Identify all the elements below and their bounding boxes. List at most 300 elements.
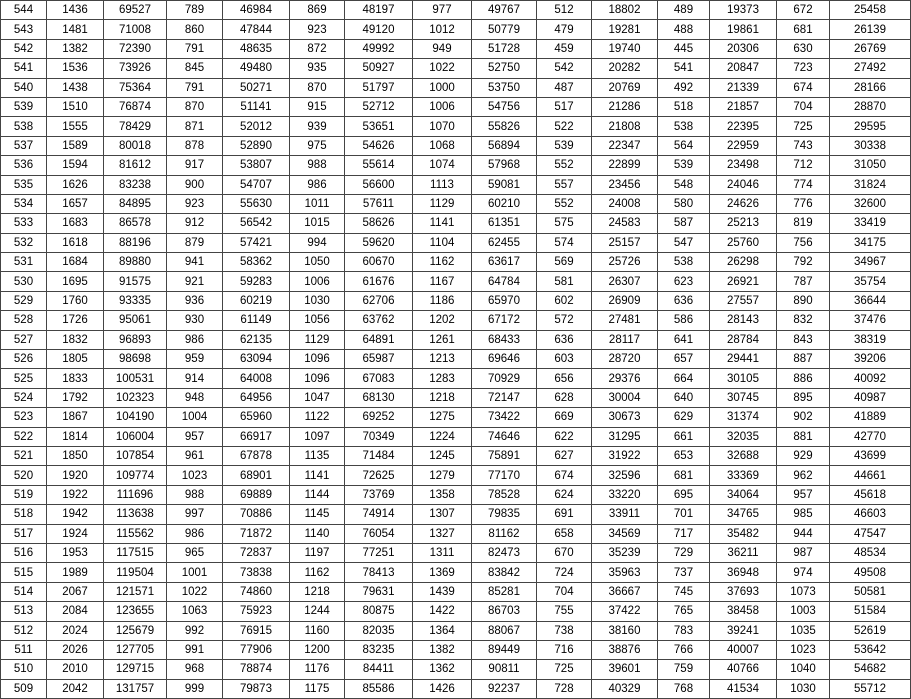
- table-cell: 50779: [472, 20, 537, 39]
- table-cell: 630: [777, 39, 830, 58]
- table-cell: 1162: [290, 563, 345, 582]
- table-cell: 1140: [290, 524, 345, 543]
- table-cell: 2010: [47, 660, 104, 679]
- score-cell: 519: [1, 485, 47, 504]
- table-cell: 921: [167, 272, 223, 291]
- table-cell: 46603: [830, 505, 911, 524]
- score-cell: 540: [1, 78, 47, 97]
- table-cell: 1920: [47, 466, 104, 485]
- table-cell: 65960: [223, 408, 290, 427]
- table-cell: 59283: [223, 272, 290, 291]
- table-cell: 71008: [104, 20, 167, 39]
- table-cell: 1160: [290, 621, 345, 640]
- table-cell: 28870: [830, 97, 911, 116]
- table-row: [1, 563, 911, 582]
- table-cell: 986: [167, 524, 223, 543]
- table-cell: 72837: [223, 543, 290, 562]
- table-cell: 66917: [223, 427, 290, 446]
- table-cell: 107854: [104, 446, 167, 465]
- table-cell: 997: [167, 505, 223, 524]
- table-row: [1, 446, 911, 465]
- table-cell: 27481: [592, 311, 658, 330]
- table-cell: 1311: [413, 543, 472, 562]
- table-cell: 34064: [710, 485, 777, 504]
- score-cell: 523: [1, 408, 47, 427]
- table-cell: 20282: [592, 59, 658, 78]
- table-cell: 774: [777, 175, 830, 194]
- table-cell: 74914: [345, 505, 413, 524]
- table-cell: 64008: [223, 369, 290, 388]
- table-cell: 704: [537, 582, 592, 601]
- table-cell: 55614: [345, 156, 413, 175]
- table-cell: 38319: [830, 330, 911, 349]
- table-cell: 36644: [830, 291, 911, 310]
- table-cell: 1135: [290, 446, 345, 465]
- score-cell: 529: [1, 291, 47, 310]
- table-cell: 51141: [223, 97, 290, 116]
- table-cell: 1218: [413, 388, 472, 407]
- table-cell: 49120: [345, 20, 413, 39]
- table-cell: 28784: [710, 330, 777, 349]
- table-cell: 1197: [290, 543, 345, 562]
- table-cell: 445: [658, 39, 710, 58]
- table-cell: 53642: [830, 640, 911, 659]
- table-cell: 36211: [710, 543, 777, 562]
- table-cell: 121571: [104, 582, 167, 601]
- table-cell: 819: [777, 214, 830, 233]
- table-cell: 999: [167, 679, 223, 698]
- table-cell: 21808: [592, 117, 658, 136]
- table-cell: 27557: [710, 291, 777, 310]
- table-cell: 988: [290, 156, 345, 175]
- table-cell: 791: [167, 39, 223, 58]
- table-cell: 944: [777, 524, 830, 543]
- table-cell: 127705: [104, 640, 167, 659]
- table-row: [1, 194, 911, 213]
- table-cell: 55630: [223, 194, 290, 213]
- table-cell: 1104: [413, 233, 472, 252]
- table-cell: 31922: [592, 446, 658, 465]
- table-cell: 1035: [777, 621, 830, 640]
- score-cell: 528: [1, 311, 47, 330]
- table-cell: 35482: [710, 524, 777, 543]
- table-cell: 52750: [472, 59, 537, 78]
- table-cell: 1129: [290, 330, 345, 349]
- table-cell: 31295: [592, 427, 658, 446]
- table-cell: 81162: [472, 524, 537, 543]
- table-cell: 1006: [290, 272, 345, 291]
- table-cell: 1760: [47, 291, 104, 310]
- table-cell: 695: [658, 485, 710, 504]
- table-cell: 67083: [345, 369, 413, 388]
- table-cell: 1245: [413, 446, 472, 465]
- table-cell: 35963: [592, 563, 658, 582]
- score-cell: 538: [1, 117, 47, 136]
- score-cell: 509: [1, 679, 47, 698]
- table-cell: 22959: [710, 136, 777, 155]
- table-cell: 40007: [710, 640, 777, 659]
- table-cell: 988: [167, 485, 223, 504]
- table-cell: 34765: [710, 505, 777, 524]
- table-cell: 994: [290, 233, 345, 252]
- table-cell: 843: [777, 330, 830, 349]
- table-cell: 26298: [710, 253, 777, 272]
- score-cell: 530: [1, 272, 47, 291]
- table-cell: 2084: [47, 602, 104, 621]
- table-cell: 1362: [413, 660, 472, 679]
- table-cell: 957: [167, 427, 223, 446]
- table-cell: 517: [537, 97, 592, 116]
- table-cell: 51797: [345, 78, 413, 97]
- table-cell: 1141: [290, 466, 345, 485]
- table-cell: 33419: [830, 214, 911, 233]
- table-cell: 912: [167, 214, 223, 233]
- table-cell: 1113: [413, 175, 472, 194]
- table-cell: 125679: [104, 621, 167, 640]
- table-cell: 1175: [290, 679, 345, 698]
- table-cell: 59620: [345, 233, 413, 252]
- table-cell: 28143: [710, 311, 777, 330]
- table-cell: 658: [537, 524, 592, 543]
- table-cell: 575: [537, 214, 592, 233]
- table-cell: 22347: [592, 136, 658, 155]
- table-cell: 106004: [104, 427, 167, 446]
- table-row: [1, 214, 911, 233]
- table-cell: 1074: [413, 156, 472, 175]
- score-cell: 513: [1, 602, 47, 621]
- table-cell: 1122: [290, 408, 345, 427]
- table-cell: 68433: [472, 330, 537, 349]
- table-cell: 38876: [592, 640, 658, 659]
- table-cell: 70886: [223, 505, 290, 524]
- table-cell: 965: [167, 543, 223, 562]
- table-row: [1, 59, 911, 78]
- table-cell: 85281: [472, 582, 537, 601]
- score-cell: 518: [1, 505, 47, 524]
- table-row: [1, 582, 911, 601]
- table-cell: 1922: [47, 485, 104, 504]
- table-cell: 1275: [413, 408, 472, 427]
- table-cell: 1261: [413, 330, 472, 349]
- table-row: [1, 369, 911, 388]
- table-cell: 1695: [47, 272, 104, 291]
- table-cell: 32600: [830, 194, 911, 213]
- table-cell: 42770: [830, 427, 911, 446]
- table-cell: 1382: [47, 39, 104, 58]
- table-cell: 587: [658, 214, 710, 233]
- table-cell: 53651: [345, 117, 413, 136]
- table-cell: 1224: [413, 427, 472, 446]
- table-cell: 1050: [290, 253, 345, 272]
- score-cell: 510: [1, 660, 47, 679]
- table-cell: 1438: [47, 78, 104, 97]
- table-cell: 1022: [413, 59, 472, 78]
- table-cell: 539: [658, 156, 710, 175]
- table-cell: 82035: [345, 621, 413, 640]
- table-cell: 755: [537, 602, 592, 621]
- table-cell: 26909: [592, 291, 658, 310]
- table-cell: 25458: [830, 1, 911, 20]
- table-cell: 987: [777, 543, 830, 562]
- table-cell: 20306: [710, 39, 777, 58]
- table-cell: 65970: [472, 291, 537, 310]
- table-cell: 56894: [472, 136, 537, 155]
- table-cell: 871: [167, 117, 223, 136]
- table-cell: 30004: [592, 388, 658, 407]
- table-cell: 992: [167, 621, 223, 640]
- table-cell: 1283: [413, 369, 472, 388]
- table-cell: 1279: [413, 466, 472, 485]
- table-cell: 704: [777, 97, 830, 116]
- table-cell: 664: [658, 369, 710, 388]
- table-cell: 30338: [830, 136, 911, 155]
- table-cell: 27492: [830, 59, 911, 78]
- table-cell: 76054: [345, 524, 413, 543]
- table-row: [1, 640, 911, 659]
- table-row: [1, 117, 911, 136]
- table-cell: 879: [167, 233, 223, 252]
- table-cell: 923: [167, 194, 223, 213]
- table-cell: 93335: [104, 291, 167, 310]
- table-cell: 2067: [47, 582, 104, 601]
- table-cell: 115562: [104, 524, 167, 543]
- table-cell: 724: [537, 563, 592, 582]
- table-cell: 51584: [830, 602, 911, 621]
- table-cell: 941: [167, 253, 223, 272]
- table-cell: 1068: [413, 136, 472, 155]
- table-row: [1, 350, 911, 369]
- table-cell: 48635: [223, 39, 290, 58]
- table-cell: 82473: [472, 543, 537, 562]
- table-cell: 57421: [223, 233, 290, 252]
- table-cell: 54626: [345, 136, 413, 155]
- table-cell: 19861: [710, 20, 777, 39]
- table-cell: 70349: [345, 427, 413, 446]
- table-cell: 765: [658, 602, 710, 621]
- table-cell: 1023: [167, 466, 223, 485]
- table-cell: 1805: [47, 350, 104, 369]
- table-row: [1, 311, 911, 330]
- table-cell: 1003: [777, 602, 830, 621]
- table-row: [1, 156, 911, 175]
- table-cell: 547: [658, 233, 710, 252]
- table-cell: 63094: [223, 350, 290, 369]
- table-cell: 1924: [47, 524, 104, 543]
- table-cell: 117515: [104, 543, 167, 562]
- table-cell: 29376: [592, 369, 658, 388]
- table-cell: 81612: [104, 156, 167, 175]
- table-cell: 26139: [830, 20, 911, 39]
- table-cell: 52890: [223, 136, 290, 155]
- table-cell: 83235: [345, 640, 413, 659]
- table-cell: 603: [537, 350, 592, 369]
- table-cell: 109774: [104, 466, 167, 485]
- table-cell: 572: [537, 311, 592, 330]
- table-cell: 1832: [47, 330, 104, 349]
- table-cell: 1657: [47, 194, 104, 213]
- table-cell: 86578: [104, 214, 167, 233]
- table-cell: 60210: [472, 194, 537, 213]
- table-cell: 96893: [104, 330, 167, 349]
- table-cell: 41889: [830, 408, 911, 427]
- table-cell: 930: [167, 311, 223, 330]
- table-cell: 1200: [290, 640, 345, 659]
- table-cell: 30745: [710, 388, 777, 407]
- table-cell: 38160: [592, 621, 658, 640]
- table-cell: 670: [537, 543, 592, 562]
- table-cell: 60670: [345, 253, 413, 272]
- table-cell: 69527: [104, 1, 167, 20]
- table-cell: 29595: [830, 117, 911, 136]
- table-cell: 69646: [472, 350, 537, 369]
- table-cell: 986: [290, 175, 345, 194]
- table-cell: 728: [537, 679, 592, 698]
- table-cell: 22899: [592, 156, 658, 175]
- table-cell: 84895: [104, 194, 167, 213]
- table-cell: 1369: [413, 563, 472, 582]
- table-cell: 538: [658, 253, 710, 272]
- score-cell: 511: [1, 640, 47, 659]
- table-cell: 54756: [472, 97, 537, 116]
- table-cell: 49480: [223, 59, 290, 78]
- table-cell: 870: [290, 78, 345, 97]
- table-cell: 745: [658, 582, 710, 601]
- table-cell: 1070: [413, 117, 472, 136]
- table-cell: 1953: [47, 543, 104, 562]
- table-cell: 50271: [223, 78, 290, 97]
- table-cell: 39206: [830, 350, 911, 369]
- table-cell: 102323: [104, 388, 167, 407]
- table-cell: 84411: [345, 660, 413, 679]
- table-cell: 586: [658, 311, 710, 330]
- table-cell: 47547: [830, 524, 911, 543]
- table-cell: 80875: [345, 602, 413, 621]
- table-cell: 487: [537, 78, 592, 97]
- table-cell: 1145: [290, 505, 345, 524]
- table-cell: 54707: [223, 175, 290, 194]
- table-cell: 1096: [290, 350, 345, 369]
- score-cell: 532: [1, 233, 47, 252]
- table-cell: 20847: [710, 59, 777, 78]
- table-cell: 1726: [47, 311, 104, 330]
- table-row: [1, 1, 911, 20]
- table-cell: 759: [658, 660, 710, 679]
- score-cell: 525: [1, 369, 47, 388]
- table-cell: 1426: [413, 679, 472, 698]
- table-cell: 77251: [345, 543, 413, 562]
- table-cell: 1011: [290, 194, 345, 213]
- table-cell: 557: [537, 175, 592, 194]
- table-cell: 1218: [290, 582, 345, 601]
- table-cell: 1555: [47, 117, 104, 136]
- table-cell: 1510: [47, 97, 104, 116]
- table-cell: 33369: [710, 466, 777, 485]
- table-cell: 641: [658, 330, 710, 349]
- table-cell: 489: [658, 1, 710, 20]
- table-row: [1, 233, 911, 252]
- table-cell: 113638: [104, 505, 167, 524]
- table-cell: 986: [167, 330, 223, 349]
- score-cell: 516: [1, 543, 47, 562]
- table-cell: 959: [167, 350, 223, 369]
- table-cell: 20769: [592, 78, 658, 97]
- table-row: [1, 505, 911, 524]
- table-cell: 1073: [777, 582, 830, 601]
- score-cell: 515: [1, 563, 47, 582]
- table-cell: 64891: [345, 330, 413, 349]
- table-cell: 1867: [47, 408, 104, 427]
- table-cell: 479: [537, 20, 592, 39]
- table-cell: 915: [290, 97, 345, 116]
- table-cell: 768: [658, 679, 710, 698]
- table-cell: 31050: [830, 156, 911, 175]
- table-cell: 24046: [710, 175, 777, 194]
- table-cell: 845: [167, 59, 223, 78]
- table-cell: 1481: [47, 20, 104, 39]
- table-row: [1, 485, 911, 504]
- table-cell: 512: [537, 1, 592, 20]
- table-cell: 65987: [345, 350, 413, 369]
- table-cell: 1989: [47, 563, 104, 582]
- table-cell: 961: [167, 446, 223, 465]
- table-cell: 1096: [290, 369, 345, 388]
- table-cell: 119504: [104, 563, 167, 582]
- score-cell: 536: [1, 156, 47, 175]
- table-cell: 541: [658, 59, 710, 78]
- table-cell: 59081: [472, 175, 537, 194]
- table-cell: 1594: [47, 156, 104, 175]
- table-cell: 100531: [104, 369, 167, 388]
- table-cell: 63762: [345, 311, 413, 330]
- table-cell: 2024: [47, 621, 104, 640]
- table-cell: 64956: [223, 388, 290, 407]
- table-row: [1, 175, 911, 194]
- table-cell: 1244: [290, 602, 345, 621]
- score-cell: 539: [1, 97, 47, 116]
- table-cell: 1047: [290, 388, 345, 407]
- table-cell: 776: [777, 194, 830, 213]
- table-row: [1, 427, 911, 446]
- table-cell: 929: [777, 446, 830, 465]
- table-cell: 787: [777, 272, 830, 291]
- table-cell: 41534: [710, 679, 777, 698]
- table-cell: 1006: [413, 97, 472, 116]
- table-cell: 636: [658, 291, 710, 310]
- score-cell: 537: [1, 136, 47, 155]
- table-cell: 72147: [472, 388, 537, 407]
- table-cell: 629: [658, 408, 710, 427]
- score-cell: 517: [1, 524, 47, 543]
- table-cell: 64784: [472, 272, 537, 291]
- table-cell: 459: [537, 39, 592, 58]
- score-cell: 541: [1, 59, 47, 78]
- table-cell: 71484: [345, 446, 413, 465]
- score-cell: 533: [1, 214, 47, 233]
- table-cell: 43699: [830, 446, 911, 465]
- table-cell: 76874: [104, 97, 167, 116]
- table-cell: 548: [658, 175, 710, 194]
- table-cell: 1030: [290, 291, 345, 310]
- table-cell: 1186: [413, 291, 472, 310]
- table-cell: 1589: [47, 136, 104, 155]
- table-cell: 602: [537, 291, 592, 310]
- score-cell: 522: [1, 427, 47, 446]
- table-cell: 917: [167, 156, 223, 175]
- table-cell: 580: [658, 194, 710, 213]
- table-cell: 61676: [345, 272, 413, 291]
- table-cell: 492: [658, 78, 710, 97]
- table-cell: 40766: [710, 660, 777, 679]
